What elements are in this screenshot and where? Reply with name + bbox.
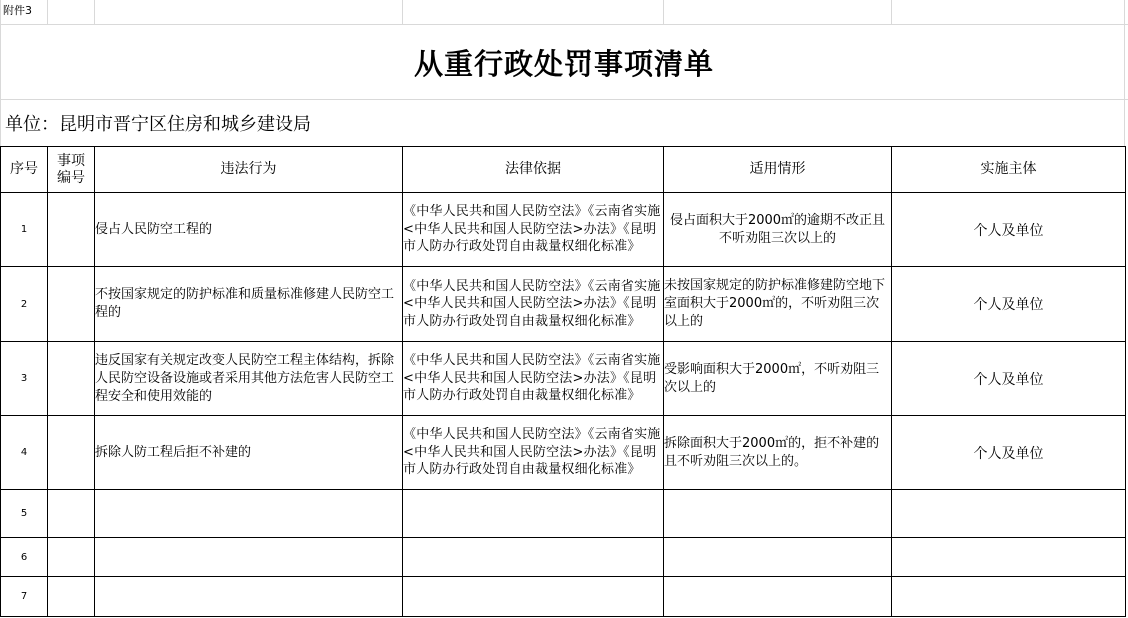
header-item-no-text: 事项编号 — [57, 152, 85, 186]
table-row — [1, 490, 1126, 538]
cell-subject: 个人及单位 — [892, 193, 1126, 267]
cell-legal-basis: 《中华人民共和国人民防空法》《云南省实施<中华人民共和国人民防空法>办法》《昆明市人防办行政处罚自由裁量权细化标准》 — [403, 193, 664, 267]
cell-subject: 个人及单位 — [892, 267, 1126, 342]
gridline — [0, 24, 1128, 25]
cell-condition: 受影响面积大于2000㎡，不听劝阻三次以上的 — [664, 342, 892, 416]
header-violation: 违法行为 — [95, 147, 403, 193]
cell-legal-basis: 《中华人民共和国人民防空法》《云南省实施<中华人民共和国人民防空法>办法》《昆明市人防办行政处罚自由裁量权细化标准》 — [403, 267, 664, 342]
gridline — [891, 0, 892, 24]
header-legal-basis: 法律依据 — [403, 147, 664, 193]
table-row — [1, 342, 1126, 416]
gridline — [47, 0, 48, 24]
cell-violation — [95, 577, 403, 617]
cell-seq: 2 — [1, 267, 48, 342]
gridline — [663, 0, 664, 24]
cell-item-no — [48, 577, 95, 617]
cell-violation: 违反国家有关规定改变人民防空工程主体结构，拆除人民防空设备设施或者采用其他方法危害人民防空工程安全和使用效能的 — [95, 342, 403, 416]
cell-legal-basis: 《中华人民共和国人民防空法》《云南省实施<中华人民共和国人民防空法>办法》《昆明市人防办行政处罚自由裁量权细化标准》 — [403, 342, 664, 416]
cell-item-no — [48, 538, 95, 577]
cell-seq: 7 — [1, 577, 48, 617]
cell-subject: 个人及单位 — [892, 342, 1126, 416]
cell-condition: 侵占面积大于2000㎡的逾期不改正且不听劝阻三次以上的 — [664, 193, 892, 267]
attachment-label: 附件3 — [3, 4, 32, 17]
cell-seq: 5 — [1, 490, 48, 538]
document-title: 从重行政处罚事项清单 — [413, 47, 714, 81]
gridline — [94, 0, 95, 24]
cell-item-no — [48, 193, 95, 267]
cell-item-no — [48, 416, 95, 490]
cell-condition — [664, 577, 892, 617]
cell-legal-basis — [403, 538, 664, 577]
table-row — [1, 267, 1126, 342]
gridline — [402, 0, 403, 24]
cell-item-no — [48, 490, 95, 538]
cell-seq: 1 — [1, 193, 48, 267]
cell-violation — [95, 538, 403, 577]
header-seq: 序号 — [1, 147, 48, 193]
cell-violation: 拆除人防工程后拒不补建的 — [95, 416, 403, 490]
cell-seq: 6 — [1, 538, 48, 577]
cell-item-no — [48, 342, 95, 416]
header-item-no — [48, 147, 95, 193]
cell-legal-basis: 《中华人民共和国人民防空法》《云南省实施<中华人民共和国人民防空法>办法》《昆明市人防办行政处罚自由裁量权细化标准》 — [403, 416, 664, 490]
cell-condition: 未按国家规定的防护标准修建防空地下室面积大于2000㎡的，不听劝阻三次以上的 — [664, 267, 892, 342]
cell-condition: 拆除面积大于2000㎡的，拒不补建的且不听劝阻三次以上的。 — [664, 416, 892, 490]
header-subject: 实施主体 — [892, 147, 1126, 193]
cell-subject — [892, 538, 1126, 577]
cell-violation: 不按国家规定的防护标准和质量标准修建人民防空工程的 — [95, 267, 403, 342]
unit-line: 单位：昆明市晋宁区住房和城乡建设局 — [5, 114, 311, 135]
table-row — [1, 538, 1126, 577]
cell-condition — [664, 538, 892, 577]
penalty-table — [0, 146, 1126, 617]
cell-seq: 3 — [1, 342, 48, 416]
header-condition: 适用情形 — [664, 147, 892, 193]
cell-subject: 个人及单位 — [892, 416, 1126, 490]
table-row — [1, 416, 1126, 490]
table-row — [1, 577, 1126, 617]
cell-violation: 侵占人民防空工程的 — [95, 193, 403, 267]
cell-seq: 4 — [1, 416, 48, 490]
cell-condition — [664, 490, 892, 538]
table-header-row — [1, 147, 1126, 193]
gridline — [0, 99, 1128, 100]
cell-subject — [892, 490, 1126, 538]
table-row — [1, 193, 1126, 267]
cell-violation — [95, 490, 403, 538]
cell-legal-basis — [403, 577, 664, 617]
cell-legal-basis — [403, 490, 664, 538]
cell-item-no — [48, 267, 95, 342]
cell-subject — [892, 577, 1126, 617]
